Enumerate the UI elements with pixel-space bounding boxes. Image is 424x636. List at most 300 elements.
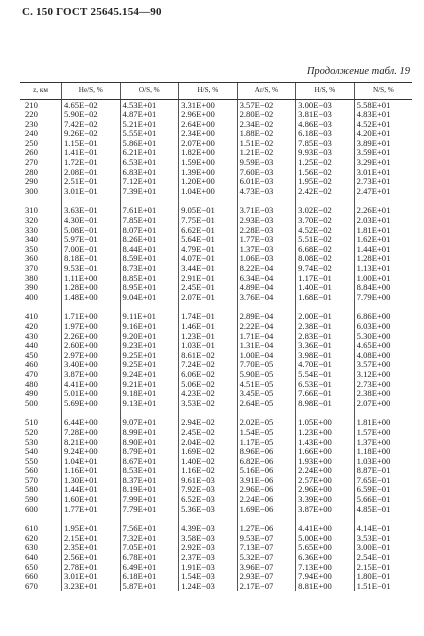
value-cell: 4.85E−01 — [354, 504, 412, 514]
value-cell: 3.59E+01 — [354, 148, 412, 158]
altitude-cell: 670 — [25, 580, 38, 591]
spacer-cell — [237, 514, 296, 524]
value-cell: 5.65E+00 — [296, 543, 355, 553]
table-row — [20, 553, 412, 563]
value-cell: 1.54E−05 — [237, 427, 296, 437]
altitude-cell: 380 — [25, 272, 38, 283]
value-cell: 2.96E−06 — [237, 485, 296, 495]
value-cell: 3.39E+00 — [296, 495, 355, 505]
value-cell: 1.57E+00 — [354, 427, 412, 437]
value-cell: 1.62E+01 — [354, 235, 412, 245]
value-cell: 1.40E−02 — [179, 456, 238, 466]
value-cell: 4.41E+00 — [62, 379, 121, 389]
spacer-cell — [237, 302, 296, 312]
value-cell: 9.21E+01 — [120, 379, 179, 389]
value-cell: 6.86E+00 — [354, 312, 412, 322]
value-cell: 2.64E+00 — [179, 119, 238, 129]
value-cell: 1.95E−02 — [296, 177, 355, 187]
value-cell: 7.94E+00 — [296, 572, 355, 582]
table-row — [20, 427, 412, 437]
column-header: He/S, % — [62, 83, 121, 100]
value-cell: 8.44E+01 — [120, 244, 179, 254]
table-row — [20, 186, 412, 196]
value-cell: 3.87E+00 — [296, 504, 355, 514]
value-cell: 2.42E−02 — [296, 186, 355, 196]
altitude-cell: 330 — [25, 224, 38, 235]
value-cell: 9.13E+01 — [120, 398, 179, 408]
value-cell: 7.75E−01 — [179, 216, 238, 226]
value-cell: 2.83E−01 — [296, 331, 355, 341]
spacer-cell — [179, 408, 238, 418]
table-row — [20, 292, 412, 302]
value-cell: 2.34E+00 — [179, 129, 238, 139]
value-cell: 5.69E+00 — [62, 398, 121, 408]
value-cell: 3.40E+00 — [62, 360, 121, 370]
value-cell: 1.97E+00 — [62, 321, 121, 331]
value-cell: 2.54E−01 — [354, 553, 412, 563]
value-cell: 9.61E−03 — [179, 475, 238, 485]
value-cell: 2.26E+01 — [354, 206, 412, 216]
value-cell: 1.93E+00 — [296, 456, 355, 466]
value-cell: 7.13E−07 — [237, 543, 296, 553]
value-cell: 4.20E+01 — [354, 129, 412, 139]
value-cell: 7.92E−03 — [179, 485, 238, 495]
value-cell: 2.93E−03 — [237, 216, 296, 226]
value-cell: 5.97E−01 — [62, 235, 121, 245]
value-cell: 9.05E−01 — [179, 206, 238, 216]
value-cell: 3.63E−01 — [62, 206, 121, 216]
value-cell: 3.45E−05 — [237, 389, 296, 399]
value-cell: 2.26E+00 — [62, 331, 121, 341]
value-cell: 7.79E+01 — [120, 504, 179, 514]
value-cell: 7.24E−02 — [179, 360, 238, 370]
spacer-cell — [179, 514, 238, 524]
value-cell: 8.26E+01 — [120, 235, 179, 245]
altitude-cell: 210 — [25, 99, 38, 110]
value-cell: 1.25E−02 — [296, 158, 355, 168]
value-cell: 5.01E+00 — [62, 389, 121, 399]
value-cell: 2.97E+00 — [62, 350, 121, 360]
value-cell: 2.64E−05 — [237, 398, 296, 408]
altitude-cell: 360 — [25, 253, 38, 264]
value-cell: 6.34E−04 — [237, 273, 296, 283]
value-cell: 1.82E+00 — [179, 148, 238, 158]
value-cell: 7.65E−01 — [354, 475, 412, 485]
value-cell: 7.85E−03 — [296, 138, 355, 148]
value-cell: 3.01E−01 — [62, 186, 121, 196]
altitude-cell: 270 — [25, 157, 38, 168]
value-cell: 1.23E+00 — [296, 427, 355, 437]
altitude-cell: 660 — [25, 571, 38, 582]
altitude-cell: 340 — [25, 234, 38, 245]
value-cell: 1.68E−01 — [296, 292, 355, 302]
value-cell: 2.07E−01 — [179, 292, 238, 302]
value-cell: 2.92E−03 — [179, 543, 238, 553]
value-cell: 2.34E−02 — [237, 119, 296, 129]
table-row — [20, 283, 412, 293]
altitude-cell: 620 — [25, 532, 38, 543]
value-cell: 1.28E+01 — [354, 254, 412, 264]
spacer-cell — [296, 196, 355, 206]
value-cell: 7.99E+01 — [120, 495, 179, 505]
table-row — [20, 360, 412, 370]
value-cell: 3.71E−03 — [237, 206, 296, 216]
altitude-cell: 260 — [25, 147, 38, 158]
altitude-cell: 540 — [25, 446, 38, 457]
value-cell: 5.54E−01 — [296, 369, 355, 379]
altitude-cell: 560 — [25, 465, 38, 476]
column-header: H/S, % — [296, 83, 355, 100]
value-cell: 1.16E+01 — [62, 466, 121, 476]
table-row — [20, 466, 412, 476]
altitude-cell: 410 — [25, 311, 38, 322]
value-cell: 1.21E−02 — [237, 148, 296, 158]
value-cell: 6.83E+01 — [120, 167, 179, 177]
altitude-cell: 570 — [25, 474, 38, 485]
value-cell: 3.23E+01 — [62, 581, 121, 591]
spacer-cell — [20, 302, 62, 312]
value-cell: 5.58E+01 — [354, 100, 412, 110]
value-cell: 1.28E+00 — [62, 283, 121, 293]
spacer-cell — [354, 408, 412, 418]
column-header: H/S, % — [179, 83, 238, 100]
value-cell: 9.53E−07 — [237, 533, 296, 543]
value-cell: 2.51E−01 — [62, 177, 121, 187]
value-cell: 8.98E−01 — [296, 398, 355, 408]
value-cell: 5.66E−01 — [354, 495, 412, 505]
value-cell: 4.83E+01 — [354, 110, 412, 120]
table-row — [20, 264, 412, 274]
value-cell: 8.21E+00 — [62, 437, 121, 447]
spacer-cell — [296, 408, 355, 418]
value-cell: 9.53E−01 — [62, 264, 121, 274]
value-cell: 4.65E+00 — [354, 341, 412, 351]
altitude-cell: 590 — [25, 494, 38, 505]
value-cell: 4.30E−01 — [62, 216, 121, 226]
value-cell: 3.57E+00 — [354, 360, 412, 370]
altitude-cell: 280 — [25, 166, 38, 177]
value-cell: 6.52E−03 — [179, 495, 238, 505]
value-cell: 3.87E+00 — [62, 369, 121, 379]
value-cell: 5.00E+00 — [296, 533, 355, 543]
value-cell: 1.00E+01 — [354, 273, 412, 283]
altitude-cell: 640 — [25, 552, 38, 563]
altitude-cell: 230 — [25, 118, 38, 129]
value-cell: 8.08E−02 — [296, 254, 355, 264]
value-cell: 8.07E+01 — [120, 225, 179, 235]
value-cell: 1.16E−02 — [179, 466, 238, 476]
value-cell: 4.89E−04 — [237, 283, 296, 293]
value-cell: 6.21E+01 — [120, 148, 179, 158]
spacer-cell — [20, 408, 62, 418]
spacer-cell — [120, 196, 179, 206]
value-cell: 8.18E−01 — [62, 254, 121, 264]
value-cell: 1.11E+00 — [62, 273, 121, 283]
altitude-cell: 600 — [25, 503, 38, 514]
spacer-cell — [120, 302, 179, 312]
table-row — [20, 398, 412, 408]
value-cell: 1.30E+01 — [62, 475, 121, 485]
altitude-cell: 220 — [25, 109, 38, 120]
value-cell: 3.36E−01 — [296, 341, 355, 351]
value-cell: 1.91E−03 — [179, 562, 238, 572]
value-cell: 6.53E+01 — [120, 158, 179, 168]
value-cell: 5.21E+01 — [120, 119, 179, 129]
value-cell: 1.51E−02 — [237, 138, 296, 148]
value-cell: 9.04E+01 — [120, 292, 179, 302]
value-cell: 2.45E−01 — [179, 283, 238, 293]
table-row — [20, 341, 412, 351]
value-cell: 9.74E−02 — [296, 264, 355, 274]
value-cell: 1.31E−04 — [237, 341, 296, 351]
altitude-cell: 490 — [25, 388, 38, 399]
table-continuation-title: Продолжение табл. 19 — [306, 66, 410, 77]
value-cell: 1.04E+00 — [179, 186, 238, 196]
altitude-cell: 440 — [25, 340, 38, 351]
value-cell: 2.93E−07 — [237, 572, 296, 582]
value-cell: 8.90E+01 — [120, 437, 179, 447]
value-cell: 6.49E+01 — [120, 562, 179, 572]
spacer-cell — [354, 514, 412, 524]
spacer-cell — [62, 408, 121, 418]
value-cell: 2.08E−01 — [62, 167, 121, 177]
value-cell: 9.07E+01 — [120, 418, 179, 428]
value-cell: 1.00E−04 — [237, 350, 296, 360]
value-cell: 3.00E−03 — [296, 100, 355, 110]
value-cell: 6.82E−06 — [237, 456, 296, 466]
value-cell: 7.85E+01 — [120, 216, 179, 226]
value-cell: 4.39E−03 — [179, 524, 238, 534]
value-cell: 1.13E+01 — [354, 264, 412, 274]
value-cell: 4.70E−01 — [296, 360, 355, 370]
value-cell: 2.94E−02 — [179, 418, 238, 428]
value-cell: 2.38E+00 — [354, 389, 412, 399]
group-spacer — [20, 514, 412, 524]
value-cell: 2.96E+00 — [179, 110, 238, 120]
value-cell: 1.27E−06 — [237, 524, 296, 534]
spacer-cell — [120, 514, 179, 524]
value-cell: 9.59E−03 — [237, 158, 296, 168]
value-cell: 1.77E−03 — [237, 235, 296, 245]
altitude-cell: 320 — [25, 215, 38, 226]
spacer-cell — [296, 514, 355, 524]
value-cell: 4.14E−01 — [354, 524, 412, 534]
altitude-cell: 430 — [25, 330, 38, 341]
altitude-cell: 630 — [25, 542, 38, 553]
value-cell: 7.12E+01 — [120, 177, 179, 187]
table-row — [20, 321, 412, 331]
altitude-cell: 400 — [25, 291, 38, 302]
value-cell: 1.41E−01 — [62, 148, 121, 158]
value-cell: 5.55E+01 — [120, 129, 179, 139]
altitude-cell: 520 — [25, 426, 38, 437]
value-cell: 1.39E+00 — [179, 167, 238, 177]
value-cell: 4.79E−01 — [179, 244, 238, 254]
value-cell: 5.90E−05 — [237, 369, 296, 379]
value-cell: 2.89E−04 — [237, 312, 296, 322]
value-cell: 2.07E+00 — [179, 138, 238, 148]
value-cell: 3.98E−01 — [296, 350, 355, 360]
value-cell: 1.40E−01 — [296, 283, 355, 293]
value-cell: 9.24E+01 — [120, 369, 179, 379]
spacer-cell — [179, 196, 238, 206]
table-row — [20, 504, 412, 514]
spacer-cell — [354, 196, 412, 206]
value-cell: 5.51E−02 — [296, 235, 355, 245]
value-cell: 1.56E−02 — [296, 167, 355, 177]
value-cell: 3.01E+01 — [62, 572, 121, 582]
table-row — [20, 158, 412, 168]
value-cell: 4.52E−02 — [296, 225, 355, 235]
value-cell: 6.18E+01 — [120, 572, 179, 582]
value-cell: 2.15E−01 — [354, 562, 412, 572]
value-cell: 6.44E+00 — [62, 418, 121, 428]
value-cell: 3.02E−02 — [296, 206, 355, 216]
group-spacer — [20, 302, 412, 312]
value-cell: 4.51E−05 — [237, 379, 296, 389]
value-cell: 2.91E−01 — [179, 273, 238, 283]
value-cell: 9.26E−02 — [62, 129, 121, 139]
value-cell: 9.11E+01 — [120, 312, 179, 322]
value-cell: 1.15E−01 — [62, 138, 121, 148]
value-cell: 4.53E+01 — [120, 100, 179, 110]
value-cell: 8.95E+01 — [120, 283, 179, 293]
value-cell: 2.00E−01 — [296, 312, 355, 322]
value-cell: 2.56E+01 — [62, 553, 121, 563]
altitude-cell: 240 — [25, 128, 38, 139]
value-cell: 2.24E−06 — [237, 495, 296, 505]
value-cell: 6.03E+00 — [354, 321, 412, 331]
value-cell: 2.73E+00 — [354, 379, 412, 389]
altitude-cell: 470 — [25, 368, 38, 379]
value-cell: 1.24E−03 — [179, 581, 238, 591]
value-cell: 3.00E−01 — [354, 543, 412, 553]
value-cell: 5.36E−03 — [179, 504, 238, 514]
altitude-cell: 310 — [25, 205, 38, 216]
value-cell: 1.95E+01 — [62, 524, 121, 534]
value-cell: 1.37E+00 — [354, 437, 412, 447]
value-cell: 2.04E−02 — [179, 437, 238, 447]
value-cell: 3.01E+01 — [354, 167, 412, 177]
altitude-cell: 250 — [25, 137, 38, 148]
value-cell: 2.17E−07 — [237, 581, 296, 591]
value-cell: 8.73E+01 — [120, 264, 179, 274]
altitude-cell: 450 — [25, 349, 38, 360]
value-cell: 3.57E−02 — [237, 100, 296, 110]
spacer-cell — [354, 302, 412, 312]
value-cell: 4.87E+01 — [120, 110, 179, 120]
altitude-cell: 290 — [25, 176, 38, 187]
value-cell: 8.96E−06 — [237, 447, 296, 457]
value-cell: 1.54E−03 — [179, 572, 238, 582]
value-cell: 3.29E+01 — [354, 158, 412, 168]
value-cell: 3.44E−01 — [179, 264, 238, 274]
value-cell: 1.05E+00 — [296, 418, 355, 428]
table-header-row — [20, 83, 412, 100]
table-row — [20, 100, 412, 110]
value-cell: 4.65E−02 — [62, 100, 121, 110]
value-cell: 2.47E+01 — [354, 186, 412, 196]
value-cell: 1.44E+01 — [354, 244, 412, 254]
value-cell: 4.23E−02 — [179, 389, 238, 399]
value-cell: 1.04E+01 — [62, 456, 121, 466]
value-cell: 4.86E−03 — [296, 119, 355, 129]
table-row — [20, 235, 412, 245]
value-cell: 3.81E−03 — [296, 110, 355, 120]
value-cell: 1.80E−01 — [354, 572, 412, 582]
value-cell: 5.30E+00 — [354, 331, 412, 341]
column-header: z, км — [20, 83, 62, 100]
value-cell: 3.91E−06 — [237, 475, 296, 485]
table-row — [20, 177, 412, 187]
table-row — [20, 581, 412, 591]
value-cell: 8.19E+01 — [120, 485, 179, 495]
value-cell: 6.62E−01 — [179, 225, 238, 235]
value-cell: 8.79E+01 — [120, 447, 179, 457]
value-cell: 5.16E−06 — [237, 466, 296, 476]
value-cell: 9.23E+01 — [120, 341, 179, 351]
spacer-cell — [62, 302, 121, 312]
table-row — [20, 389, 412, 399]
value-cell: 7.66E−01 — [296, 389, 355, 399]
altitude-cell: 350 — [25, 243, 38, 254]
table-row — [20, 495, 412, 505]
value-cell: 7.56E+01 — [120, 524, 179, 534]
value-cell: 6.59E−01 — [354, 485, 412, 495]
value-cell: 1.17E−05 — [237, 437, 296, 447]
value-cell: 7.70E−05 — [237, 360, 296, 370]
spacer-cell — [237, 196, 296, 206]
value-cell: 7.42E−02 — [62, 119, 121, 129]
value-cell: 8.81E+00 — [296, 581, 355, 591]
value-cell: 5.64E−01 — [179, 235, 238, 245]
value-cell: 1.72E−01 — [62, 158, 121, 168]
altitude-cell: 300 — [25, 185, 38, 196]
value-cell: 1.81E+00 — [354, 418, 412, 428]
table-row — [20, 447, 412, 457]
value-cell: 9.93E−03 — [296, 148, 355, 158]
altitude-cell: 390 — [25, 282, 38, 293]
value-cell: 4.08E+00 — [354, 350, 412, 360]
value-cell: 6.36E+00 — [296, 553, 355, 563]
value-cell: 8.99E+01 — [120, 427, 179, 437]
value-cell: 1.88E−02 — [237, 129, 296, 139]
value-cell: 7.28E+00 — [62, 427, 121, 437]
value-cell: 1.59E+00 — [179, 158, 238, 168]
value-cell: 4.73E−03 — [237, 186, 296, 196]
value-cell: 1.51E−01 — [354, 581, 412, 591]
value-cell: 7.32E+01 — [120, 533, 179, 543]
table-row — [20, 110, 412, 120]
spacer-cell — [296, 302, 355, 312]
altitude-cell: 480 — [25, 378, 38, 389]
value-cell: 2.24E+00 — [296, 466, 355, 476]
value-cell: 6.68E−02 — [296, 244, 355, 254]
value-cell: 3.12E+00 — [354, 369, 412, 379]
value-cell: 9.25E+01 — [120, 350, 179, 360]
value-cell: 1.71E+00 — [62, 312, 121, 322]
value-cell: 3.70E−02 — [296, 216, 355, 226]
value-cell: 8.22E−04 — [237, 264, 296, 274]
table-row — [20, 418, 412, 428]
value-cell: 2.78E+01 — [62, 562, 121, 572]
value-cell: 5.06E−02 — [179, 379, 238, 389]
table-row — [20, 572, 412, 582]
value-cell: 2.22E−04 — [237, 321, 296, 331]
column-header: N/S, % — [354, 83, 412, 100]
value-cell: 7.79E+00 — [354, 292, 412, 302]
value-cell: 2.45E−02 — [179, 427, 238, 437]
